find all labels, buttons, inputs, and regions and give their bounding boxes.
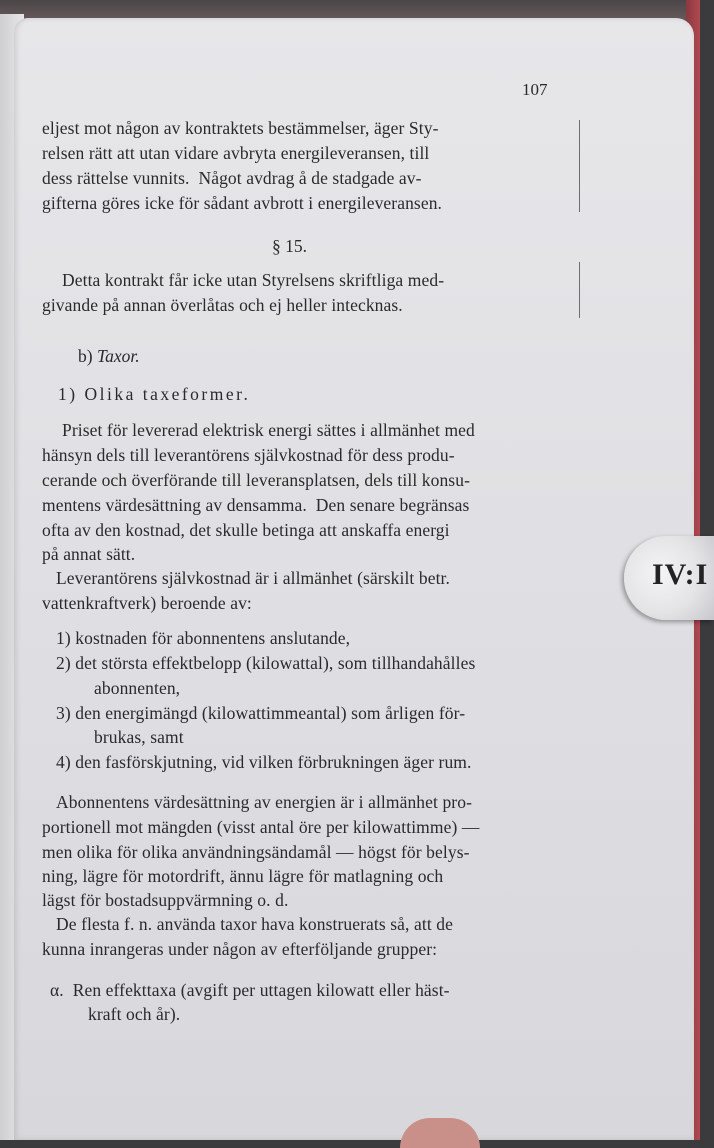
list-item: 3) den energimängd (kilowattimmeantal) som årligen för- [56,703,466,723]
text-line: dess rättelse vunnits. Något avdrag å de stadgade av- [42,168,422,188]
text-line: på annat sätt. [42,544,136,564]
list-item-continuation: kraft och år). [88,1004,181,1024]
margin-marker [579,262,580,318]
text-line: portionell mot mängden (visst antal öre per kilowattimme) — [42,817,480,837]
text-line: hänsyn dels till leverantörens självkostnad för dess produ- [42,445,455,465]
page-number: 107 [522,80,548,99]
text-line: kunna inrangeras under någon av efterföljande grupper: [42,939,438,959]
text-line: De flesta f. n. använda taxor hava konstruerats så, att de [56,914,453,934]
subsection-title: Taxor. [96,346,140,366]
list-item: 1) kostnaden för abonnentens anslutande, [56,628,351,648]
list-item-continuation: brukas, samt [94,727,184,747]
list-item-continuation: abonnenten, [94,678,181,698]
subheading-olika-taxeformer: 1) Olika taxeformer. [58,384,251,404]
thumb-index-label: IV:I [652,558,709,591]
text-line: ofta av den kostnad, det skulle betinga att anskaffa energi [42,520,450,540]
text-line: vattenkraftverk) beroende av: [42,593,252,613]
text-line: lägst för bostadsuppvärmning o. d. [42,890,289,910]
text-line: cerande och överförande till leveransplatsen, dels till konsu- [42,470,470,490]
text-line: Priset för levererad elektrisk energi sättes i allmänhet med [62,420,475,440]
text-line: Abonnentens värdesättning av energien är i allmänhet pro- [56,792,473,812]
text-line: eljest mot någon av kontraktets bestämmelser, äger Sty- [42,118,439,138]
text-line: gifterna göres icke för sådant avbrott i energileveransen. [42,193,443,213]
text-line: Leverantörens självkostnad är i allmänhet (särskilt betr. [56,568,450,588]
text-line: men olika för olika användningsändamål — högst för belys- [42,842,470,862]
text-line: Detta kontrakt får icke utan Styrelsens skriftliga med- [62,270,445,290]
text-line: givande på annan överlåtas och ej heller intecknas. [42,295,403,315]
text-line: relsen rätt att utan vidare avbryta energileveransen, till [42,143,430,163]
list-item: 2) det största effektbelopp (kilowattal), som tillhandahålles [56,653,476,673]
list-item: 4) den fasförskjutning, vid vilken förbrukningen äger rum. [56,752,472,772]
text-line: mentens värdesättning av densamma. Den senare begränsas [42,495,470,515]
margin-marker [579,120,580,212]
subsection-prefix: b) [78,346,93,366]
text-line: ning, lägre för motordrift, ännu lägre för matlagning och [42,866,444,886]
section-heading: § 15. [272,236,307,256]
subsection-heading [78,346,140,367]
list-item-alpha: α. Ren effekttaxa (avgift per uttagen kilowatt eller häst- [50,980,450,1000]
